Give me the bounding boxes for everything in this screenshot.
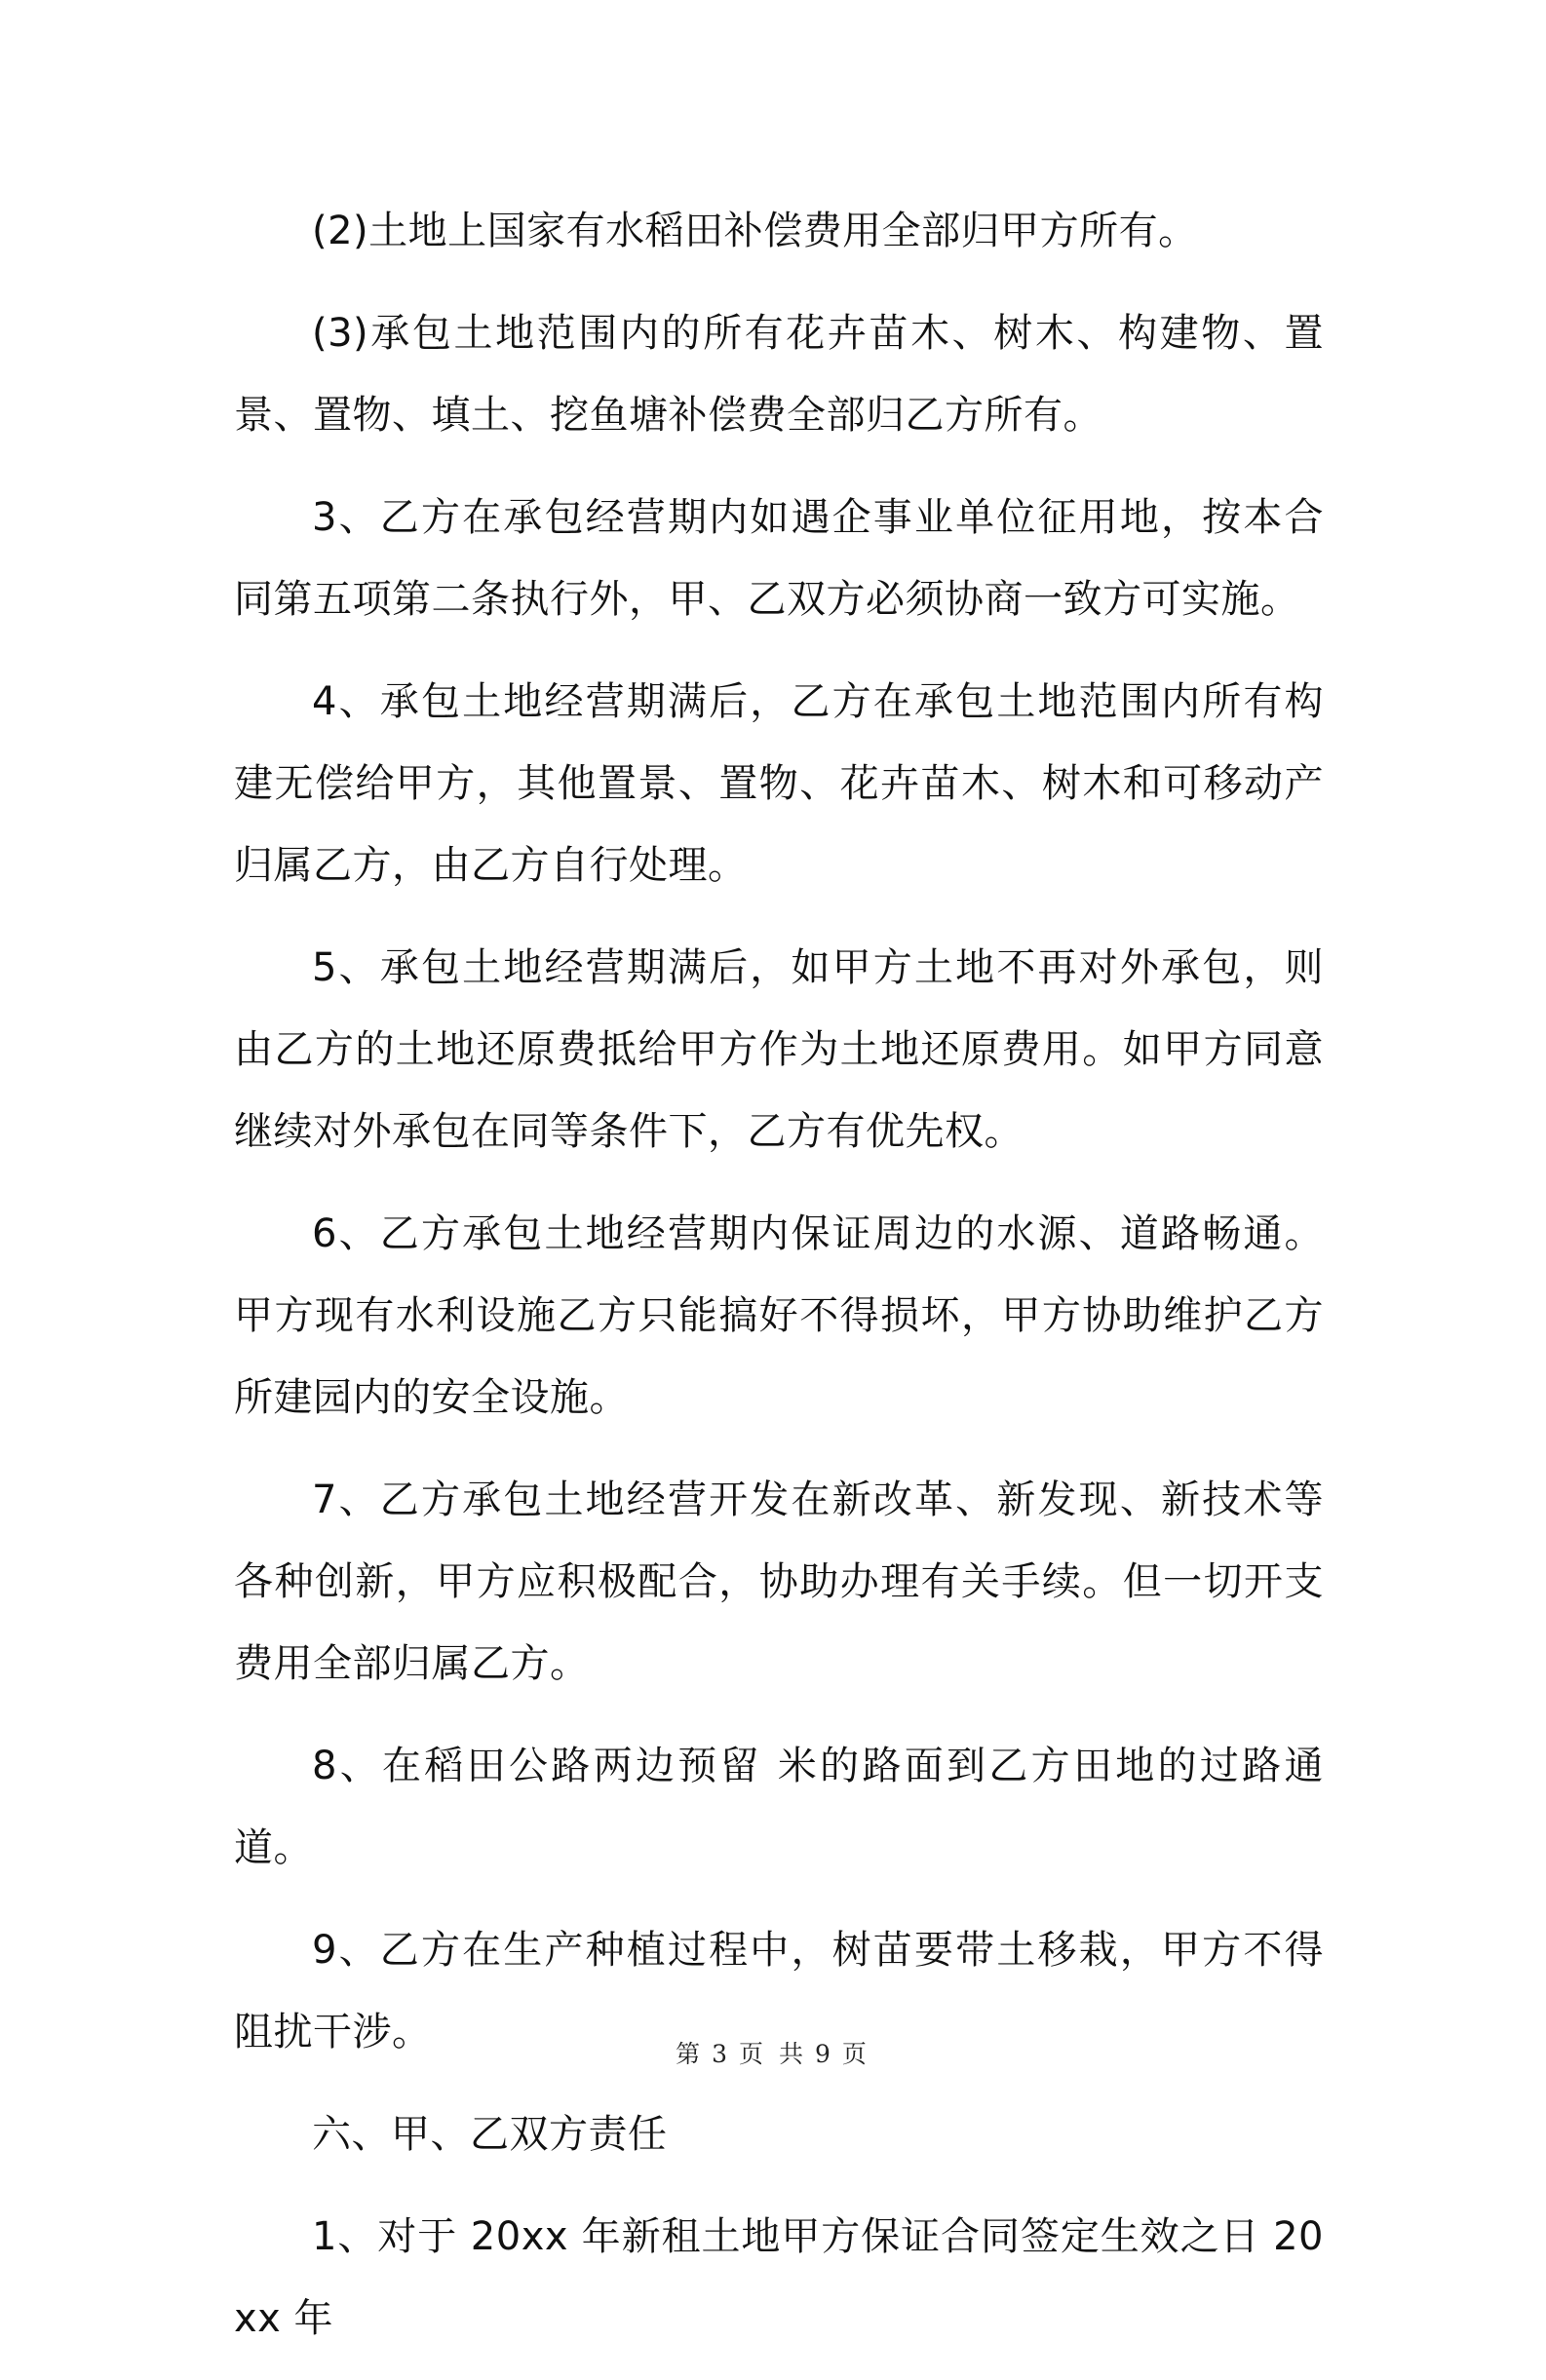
paragraph-6: 6、乙方承包土地经营期内保证周边的水源、道路畅通。甲方现有水利设施乙方只能搞好不得损坏，甲方协助维护乙方所建园内的安全设施。 — [234, 1211, 1324, 1420]
paragraph-7: 7、乙方承包土地经营开发在新改革、新发现、新技术等各种创新，甲方应积极配合，协助办理有关手续。但一切开支费用全部归属乙方。 — [234, 1478, 1324, 1686]
paragraph-3: 3、乙方在承包经营期内如遇企事业单位征用地，按本合同第五项第二条执行外，甲、乙双方必须协商一致方可实施。 — [234, 495, 1324, 622]
page-total-number: 9 — [814, 2040, 834, 2068]
paragraph-8: 8、在稻田公路两边预留 米的路面到乙方田地的过路通道。 — [234, 1744, 1324, 1870]
paragraph-11: 1、对于 20xx 年新租土地甲方保证合同签定生效之日 20xx 年 — [234, 2214, 1324, 2341]
page-suffix: 页 — [841, 2040, 870, 2068]
section-heading: 六、甲、乙双方责任 — [312, 2112, 668, 2157]
paragraph-4: 4、承包土地经营期满后，乙方在承包土地范围内所有构建无偿给甲方，其他置景、置物、花卉苗木、树木和可移动产归属乙方，由乙方自行处理。 — [234, 679, 1324, 888]
page-current-number: 3 — [712, 2040, 732, 2068]
page-middle-text: 页 共 — [739, 2040, 807, 2068]
paragraph-5: 5、承包土地经营期满后，如甲方土地不再对外承包，则由乙方的土地还原费抵给甲方作为土地还原费用。如甲方同意继续对外承包在同等条件下，乙方有优先权。 — [234, 945, 1324, 1154]
page-footer — [0, 2035, 1546, 2070]
page-prefix: 第 — [676, 2040, 705, 2068]
paragraph-2: (3)承包土地范围内的所有花卉苗木、树木、构建物、置景、置物、填土、挖鱼塘补偿费全部归乙方所有。 — [234, 311, 1324, 438]
paragraph-1: (2)土地上国家有水稻田补偿费用全部归甲方所有。 — [312, 209, 1198, 253]
paragraph-9: 9、乙方在生产种植过程中，树苗要带土移栽，甲方不得阻扰干涉。 — [234, 1928, 1324, 2054]
